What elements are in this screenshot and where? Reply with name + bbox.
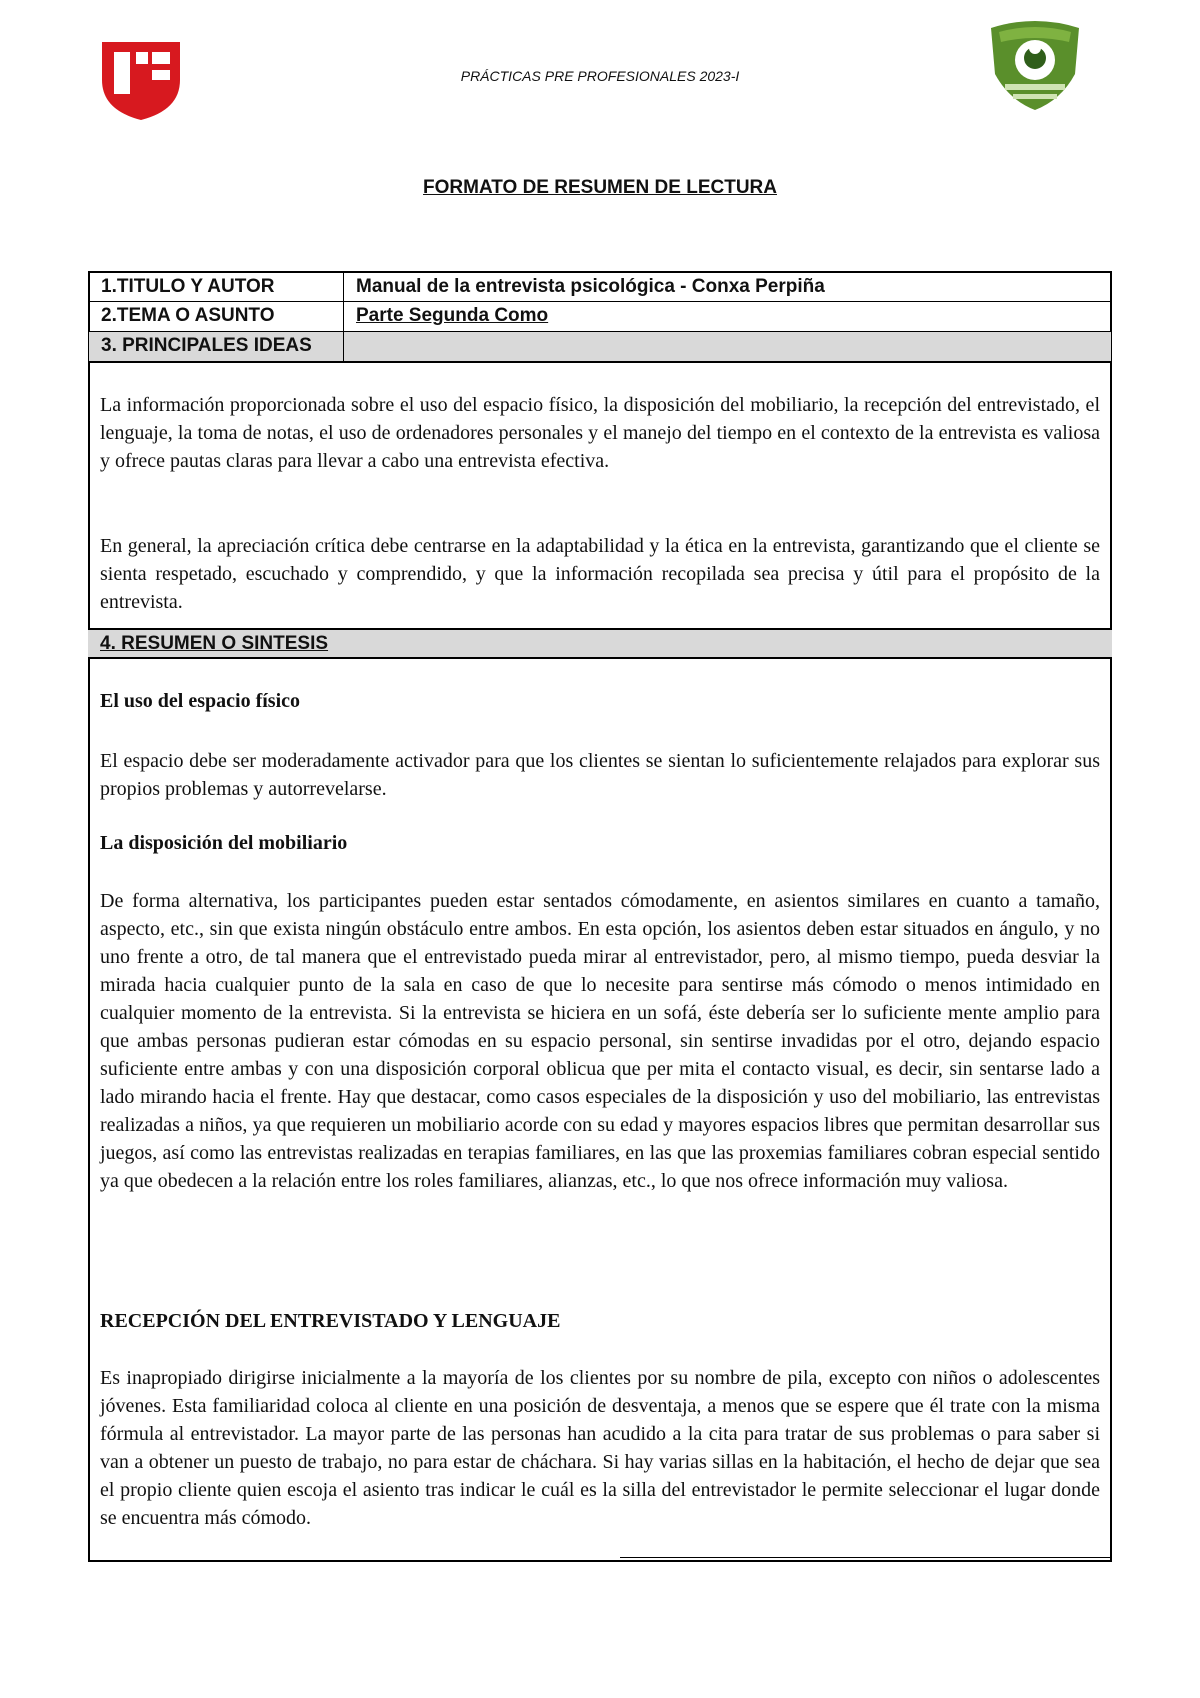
summary-section-bar: 4. RESUMEN O SINTESIS <box>88 628 1112 659</box>
row-title-author <box>88 271 1112 302</box>
summary-paragraph-2: De forma alternativa, los participantes pueden estar sentados cómodamente, en asientos similares en cuanto a tamaño, aspecto, etc., sin que exista ningún obstáculo entre ambos. En esta opción, los asientos deben estar situados en ángulo, y no uno frente a otro, de tal manera que el entrevistado pueda mirar al entrevistador, pero, al mismo tiempo, pueda desviar la mirada hacia cualquier punto de la sala en caso de que lo necesite para sentirse más cómodo o menos intimidado en cualquier momento de la entrevista. Si la entrevista se hiciera en un sofá, éste debería ser lo suficiente mente amplio para que ambas personas pudieran estar cómodas en su espacio personal, sin sentirse invadidas por el otro, dejando espacio suficiente entre ambas y con una disposición corporal oblicua que per mita el contacto visual, es decir, sin sentarse lado a lado mirando hacia el frente. Hay que destacar, como casos especiales de la disposición y uso del mobiliario, las entrevistas realizadas a niños, ya que requieren un mobiliario acorde con su edad y mayores espacios libres que permitan desarrollar sus juegos, así como las entrevistas realizadas en terapias familiares, en las que las proxemias familiares cobran especial sentido ya que obedecen a la relación entre los roles familiares, alianzas, etc., lo que nos ofrece información muy valiosa. <box>100 890 1100 1192</box>
summary-paragraph-3: Es inapropiado dirigirse inicialmente a la mayoría de los clientes por su nombre de pila, excepto con niños o adolescentes jóvenes. Esta familiaridad coloca al cliente en una posición de desventaja, a menos que se espere que él trate con la misma fórmula al entrevistador. La mayor parte de las personas han acudido a la cita para tratar de sus problemas o para saber si van a obtener un puesto de trabajo, no para estar de cháchara. Si hay varias sillas en la habitación, el hecho de dejar que sea el propio cliente quien escoja el asiento tras indicar le cuál es la silla del entrevistador le permite seleccionar el lugar donde se encuentra más cómodo. <box>100 1367 1100 1529</box>
row-main-ideas <box>88 332 1112 363</box>
closing-rule <box>620 1557 1110 1558</box>
value-title-author: Manual de la entrevista psicológica - Conxa Perpiña <box>356 276 825 297</box>
header-text: PRÁCTICAS PRE PROFESIONALES 2023-I <box>460 68 740 84</box>
accreditation-seal-logo <box>985 14 1085 114</box>
summary-heading-2: La disposición del mobiliario <box>100 832 348 854</box>
ideas-paragraph-2: En general, la apreciación crítica debe centrarse en la adaptabilidad y la ética en la entrevista, garantizando que el cliente se sienta respetado, escuchado y comprendido, y que la información recopilada sea precisa y útil para el propósito de la entrevista. <box>100 535 1100 613</box>
ideas-paragraph-1: La información proporcionada sobre el uso del espacio físico, la disposición del mobiliario, la recepción del entrevistado, el lenguaje, la toma de notas, el uso de ordenadores personales y el manejo del tiempo en el contexto de la entrevista es valiosa y ofrece pautas claras para llevar a cabo una entrevista efectiva. <box>100 394 1100 472</box>
label-topic: 2.TEMA O ASUNTO <box>89 302 344 331</box>
value-main-ideas <box>344 332 1111 361</box>
summary-heading-1: El uso del espacio físico <box>100 690 301 712</box>
label-main-ideas: 3. PRINCIPALES IDEAS <box>89 332 344 361</box>
summary-heading-3: RECEPCIÓN DEL ENTREVISTADO Y LENGUAJE <box>100 1310 561 1332</box>
row-topic <box>88 302 1112 332</box>
value-topic: Parte Segunda Como <box>356 305 549 326</box>
label-title-author: 1.TITULO Y AUTOR <box>89 273 344 301</box>
document-title: FORMATO DE RESUMEN DE LECTURA <box>423 177 777 198</box>
summary-paragraph-1: El espacio debe ser moderadamente activador para que los clientes se sientan lo suficientemente relajados para explorar sus propios problemas y autorrevelarse. <box>100 750 1100 800</box>
